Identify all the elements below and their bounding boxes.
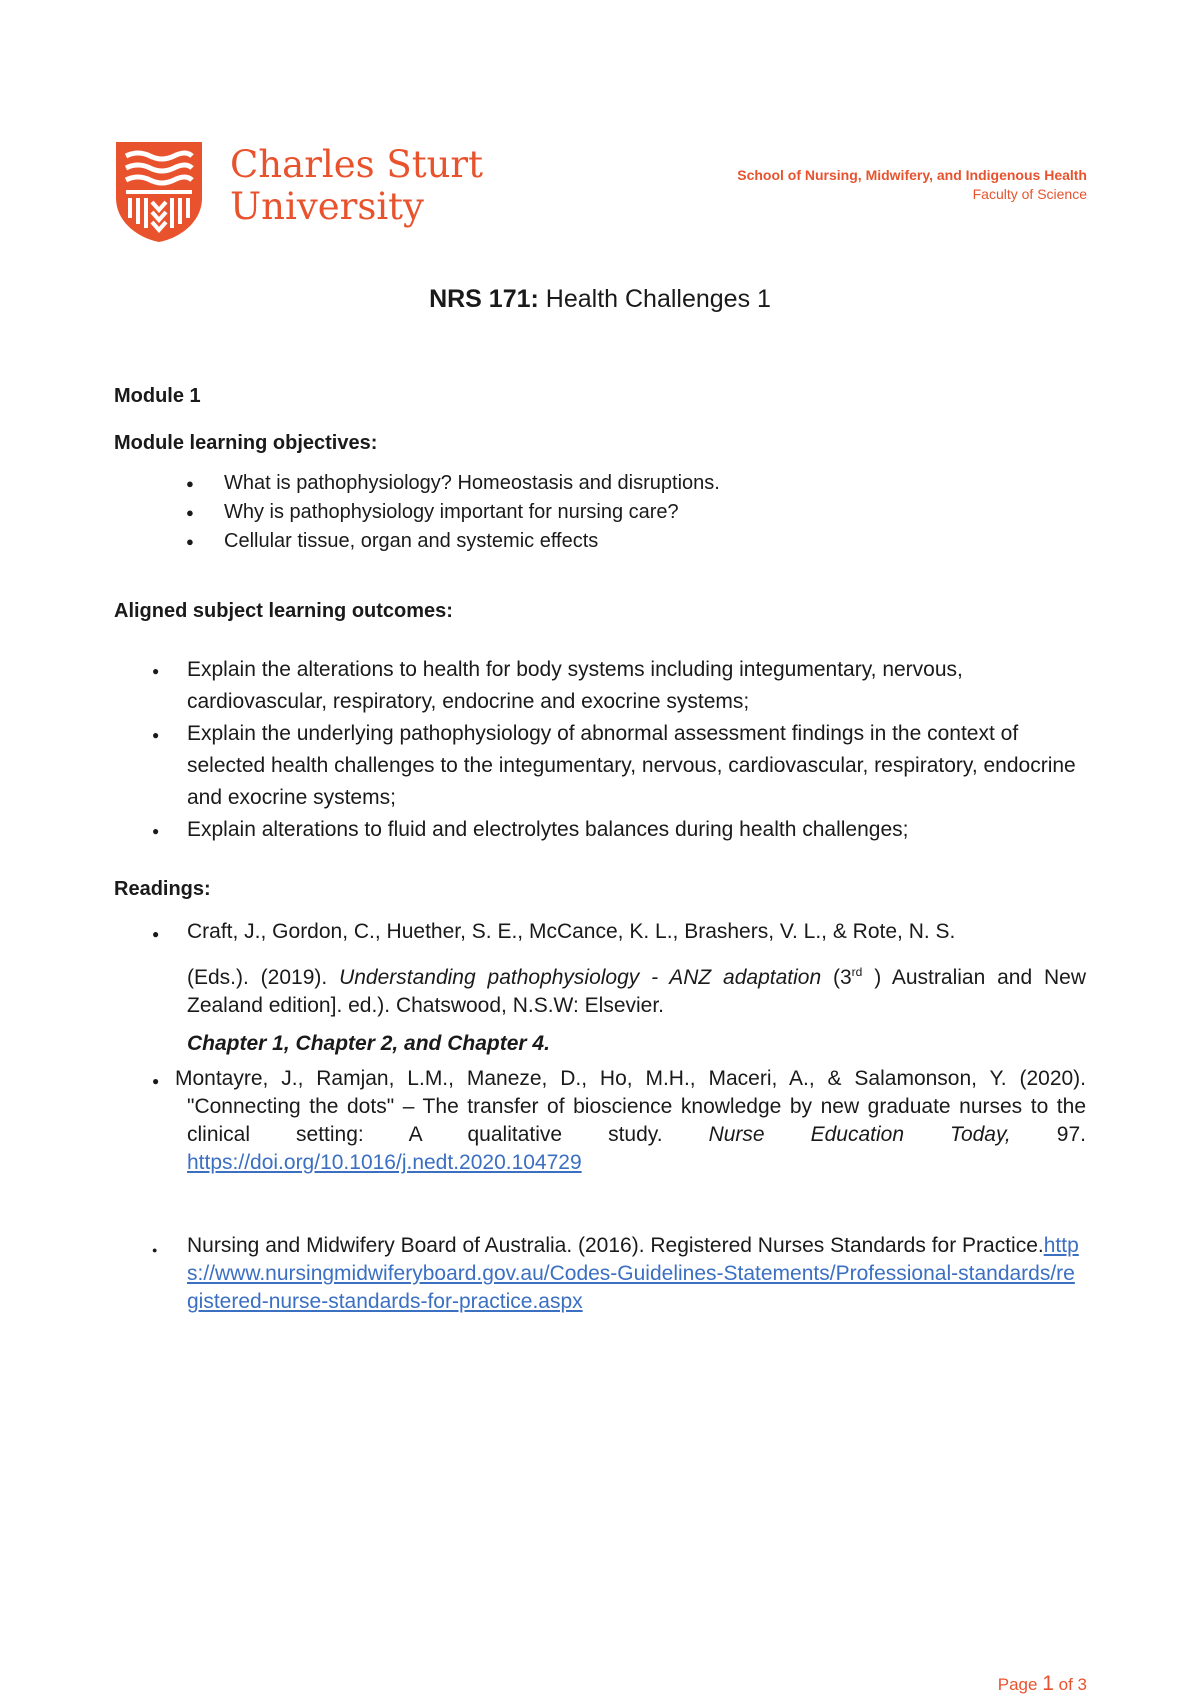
list-item: ● What is pathophysiology? Homeostasis and disruptions. — [114, 469, 1086, 498]
outcomes-heading: Aligned subject learning outcomes: — [114, 600, 453, 622]
outcomes-list — [114, 654, 1086, 846]
reading-1-edition: (3 — [821, 966, 852, 989]
objectives-section — [114, 430, 1086, 556]
reading-1-pre: (Eds.). (2019). — [187, 966, 340, 989]
reading-2-text: Montayre, J., Ramjan, L.M., Maneze, D., Ho, M.H., Maceri, A., & Salamonson, Y. (2020). "Connecting the dots" – The transfer of bioscience knowledge by new graduate nurses to the clinical setting: A qualitative study. — [175, 1067, 1086, 1146]
outcomes-section — [114, 598, 1086, 846]
bullet-icon: ● — [152, 1074, 160, 1088]
of-word: of — [1058, 1675, 1073, 1694]
faculty-name: Faculty of Science — [972, 186, 1087, 202]
reading-1-post: ) Australian and New Zealand edition]. ed.). Chatswood, N.S.W: Elsevier. — [187, 966, 1086, 1017]
reading-1-citation — [114, 958, 1086, 1020]
doi-link[interactable]: https://doi.org/10.1016/j.nedt.2020.104729 — [187, 1151, 582, 1174]
reading-1 — [114, 918, 1086, 1058]
module-heading: Module 1 — [114, 385, 201, 407]
reading-2-volume: 97. — [1010, 1123, 1086, 1146]
current-page: 1 — [1042, 1672, 1054, 1695]
list-item: ● Cellular tissue, organ and systemic effects — [114, 527, 1086, 556]
school-name: School of Nursing, Midwifery, and Indigenous Health — [737, 167, 1087, 183]
readings-section — [114, 876, 1086, 902]
subject-code: NRS 171: — [429, 285, 539, 313]
university-logo — [114, 140, 494, 244]
list-item: ● Why is pathophysiology important for nursing care? — [114, 498, 1086, 527]
school-info — [737, 166, 1087, 204]
reading-3 — [114, 1232, 1086, 1316]
nmba-link[interactable]: https://www.nursingmidwiferyboard.gov.au/Codes-Guidelines-Statements/Professional-standards/registered-nurse-standards-for-practice.aspx — [187, 1234, 1079, 1313]
reading-1-book-title: Understanding pathophysiology - ANZ adaptation — [339, 966, 822, 989]
subject-name: Health Challenges 1 — [545, 285, 771, 313]
page-title — [0, 283, 1200, 315]
reading-1-line1: Craft, J., Gordon, C., Huether, S. E., McCance, K. L., Brashers, V. L., & Rote, N. S. — [187, 920, 956, 943]
bullet-icon: ● — [152, 1245, 158, 1255]
page-word: Page — [997, 1675, 1038, 1694]
list-item: ● Explain the underlying pathophysiology of abnormal assessment findings in the context of selected health challenges to the integumentary, nervous, cardiovascular, respiratory, endocrine and exocrine systems; — [114, 718, 1086, 814]
logo-line-2: University — [230, 185, 424, 228]
readings-heading: Readings: — [114, 878, 211, 900]
bullet-icon: ● — [152, 927, 160, 941]
reading-1-chapters: Chapter 1, Chapter 2, and Chapter 4. — [187, 1032, 550, 1055]
logo-line-1: Charles Sturt — [230, 143, 483, 186]
objectives-list — [114, 469, 1086, 556]
logo-wordmark — [230, 144, 483, 228]
reading-3-citation — [114, 1232, 1086, 1316]
reading-3-text: Nursing and Midwifery Board of Australia. (2016). Registered Nurses Standards for Practice. — [187, 1234, 1044, 1257]
objectives-heading: Module learning objectives: — [114, 432, 378, 454]
reading-1-edition-sup: rd — [851, 965, 863, 979]
total-pages: 3 — [1077, 1675, 1087, 1694]
reading-2 — [114, 1065, 1086, 1177]
page-number — [998, 1672, 1087, 1696]
module-section — [114, 383, 1086, 409]
reading-2-citation — [114, 1065, 1086, 1177]
list-item: ● Explain alterations to fluid and electrolytes balances during health challenges; — [114, 814, 1086, 846]
reading-2-journal: Nurse Education Today, — [708, 1123, 1011, 1146]
list-item: ● Explain the alterations to health for body systems including integumentary, nervous, cardiovascular, respiratory, endocrine and exocrine systems; — [114, 654, 1086, 718]
shield-logo-icon — [114, 140, 204, 244]
